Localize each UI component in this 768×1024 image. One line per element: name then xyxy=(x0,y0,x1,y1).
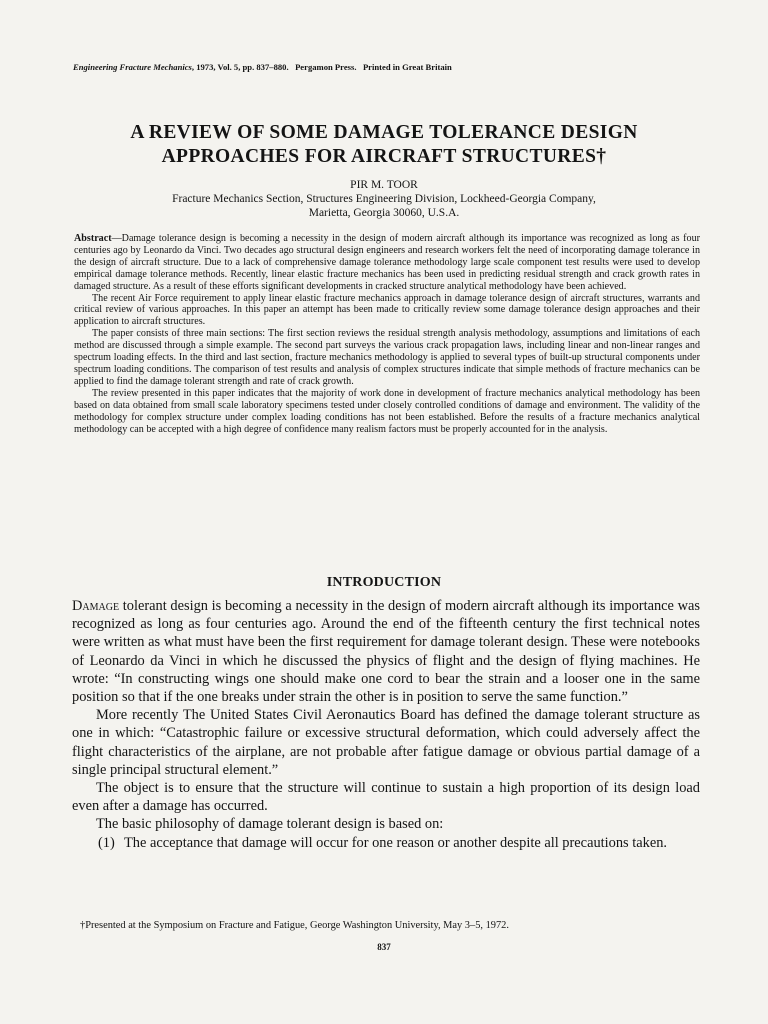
author-location: Marietta, Georgia 30060, U.S.A. xyxy=(308,207,460,219)
section-heading-introduction: INTRODUCTION xyxy=(326,575,442,590)
footnote: †Presented at the Symposium on Fracture and Fatigue, George Washington University, May 3–5, 1972. xyxy=(80,920,509,931)
intro-lead-word: Damage xyxy=(72,598,120,614)
list-item-text: The acceptance that damage will occur for one reason or another despite all precautions taken. xyxy=(124,834,668,851)
title-line-1: A REVIEW OF SOME DAMAGE TOLERANCE DESIGN xyxy=(130,122,638,143)
abstract-text-1: Damage tolerance design is becoming a necessity in the design of modern aircraft although its importance was recognized as long as four centuries ago by Leonardo da Vinci. Two decades ago structural design engineers and research workers felt the need of incorporating damage tolerance in the design of aircraft structure. Due to a lack of comprehensive damage tolerance methodology large scale component test results were used to develop empirical damage tolerance methods. Recently, linear elastic fracture mechanics has been used in predicting residual strength and crack growth rates in damaged structure. As a result of these efforts significant developments in cracked structure analytical methodology have been achieved. xyxy=(74,233,700,292)
list-item-number: (1) xyxy=(98,834,115,851)
abstract-paragraph-2: The recent Air Force requirement to apply linear elastic fracture mechanics approach in damage tolerance design of aircraft structures, warrants and critical review of various approaches. In this paper an attempt has been made to critically review some damage tolerance design approaches and their application to aircraft structures. xyxy=(74,292,700,328)
abstract-paragraph-1 xyxy=(74,233,700,293)
abstract-paragraph-3: The paper consists of three main sections: The first section reviews the residual strength analysis methodology, assumptions and limitations of each method are discussed through a simple example. The second part surveys the various crack propagation laws, including linear and non-linear ranges and spectrum loading effects. In the third and last section, fracture mechanics methodology is applied to several types of built-up structural components under spectrum loading conditions. The comparison of test results and analysis of complex structures indicate that simple methods of fracture mechanics can be applied to find the damage tolerant strength and rate of crack growth. xyxy=(74,328,700,387)
list-item xyxy=(72,834,700,852)
printed-location: Printed in Great Britain xyxy=(362,62,452,72)
paper-title xyxy=(0,121,768,169)
title-line-2: APPROACHES FOR AIRCRAFT STRUCTURES† xyxy=(161,146,607,167)
author-affiliation: Fracture Mechanics Section, Structures Engineering Division, Lockheed-Georgia Company, xyxy=(172,193,596,205)
abstract-label: Abstract xyxy=(74,233,112,244)
author-block xyxy=(0,178,768,220)
abstract-dash: — xyxy=(111,233,122,244)
abstract-paragraph-4: The review presented in this paper indicates that the majority of work done in development of fracture mechanics analytical methodology has been based on data obtained from small scale laboratory specimens tested under closely controlled conditions of damage and environment. The validity of the methodology for complex structure under complex loading conditions has not been established. Before the results of a fracture mechanics analytical methodology can be accepted with a high degree of confidence many realism factors must be properly accounted for in the analysis. xyxy=(74,387,700,435)
journal-name: Engineering Fracture Mechanics xyxy=(73,62,192,72)
page-number: 837 xyxy=(377,942,391,952)
intro-paragraph-2: More recently The United States Civil Aeronautics Board has defined the damage tolerant structure as one in which: “Catastrophic failure or excessive structural deformation, which could adversely affect the flight characteristics of the airplane, are not probable after fatigue damage or obvious partial damage of a single principal structural element.” xyxy=(72,707,700,778)
intro-paragraph-1 xyxy=(72,597,700,706)
citation: , 1973, Vol. 5, pp. 837–880. xyxy=(191,62,289,72)
intro-paragraph-3: The object is to ensure that the structure will continue to sustain a high proportion of its design load even after a damage has occurred. xyxy=(72,780,700,815)
author-name: PIR M. TOOR xyxy=(350,179,418,191)
running-header xyxy=(73,62,452,72)
introduction-body xyxy=(72,597,700,852)
intro-paragraph-4: The basic philosophy of damage tolerant design is based on: xyxy=(96,816,444,833)
intro-paragraph-1-text: tolerant design is becoming a necessity in the design of modern aircraft although its importance was recognized as long as four centuries ago. Around the end of the fifteenth century the first technical notes were written as what must have been the first requirement for damage tolerant design. These were notebooks of Leonardo da Vinci in which he discussed the physics of flight and the design of flying machines. He wrote: “In constructing wings one should make one cord to bear the strain and a looser one in the same position so that if the one breaks under strain the other is in position to serve the same function.” xyxy=(72,598,700,706)
abstract xyxy=(74,233,700,435)
publisher: Pergamon Press. xyxy=(295,62,357,72)
